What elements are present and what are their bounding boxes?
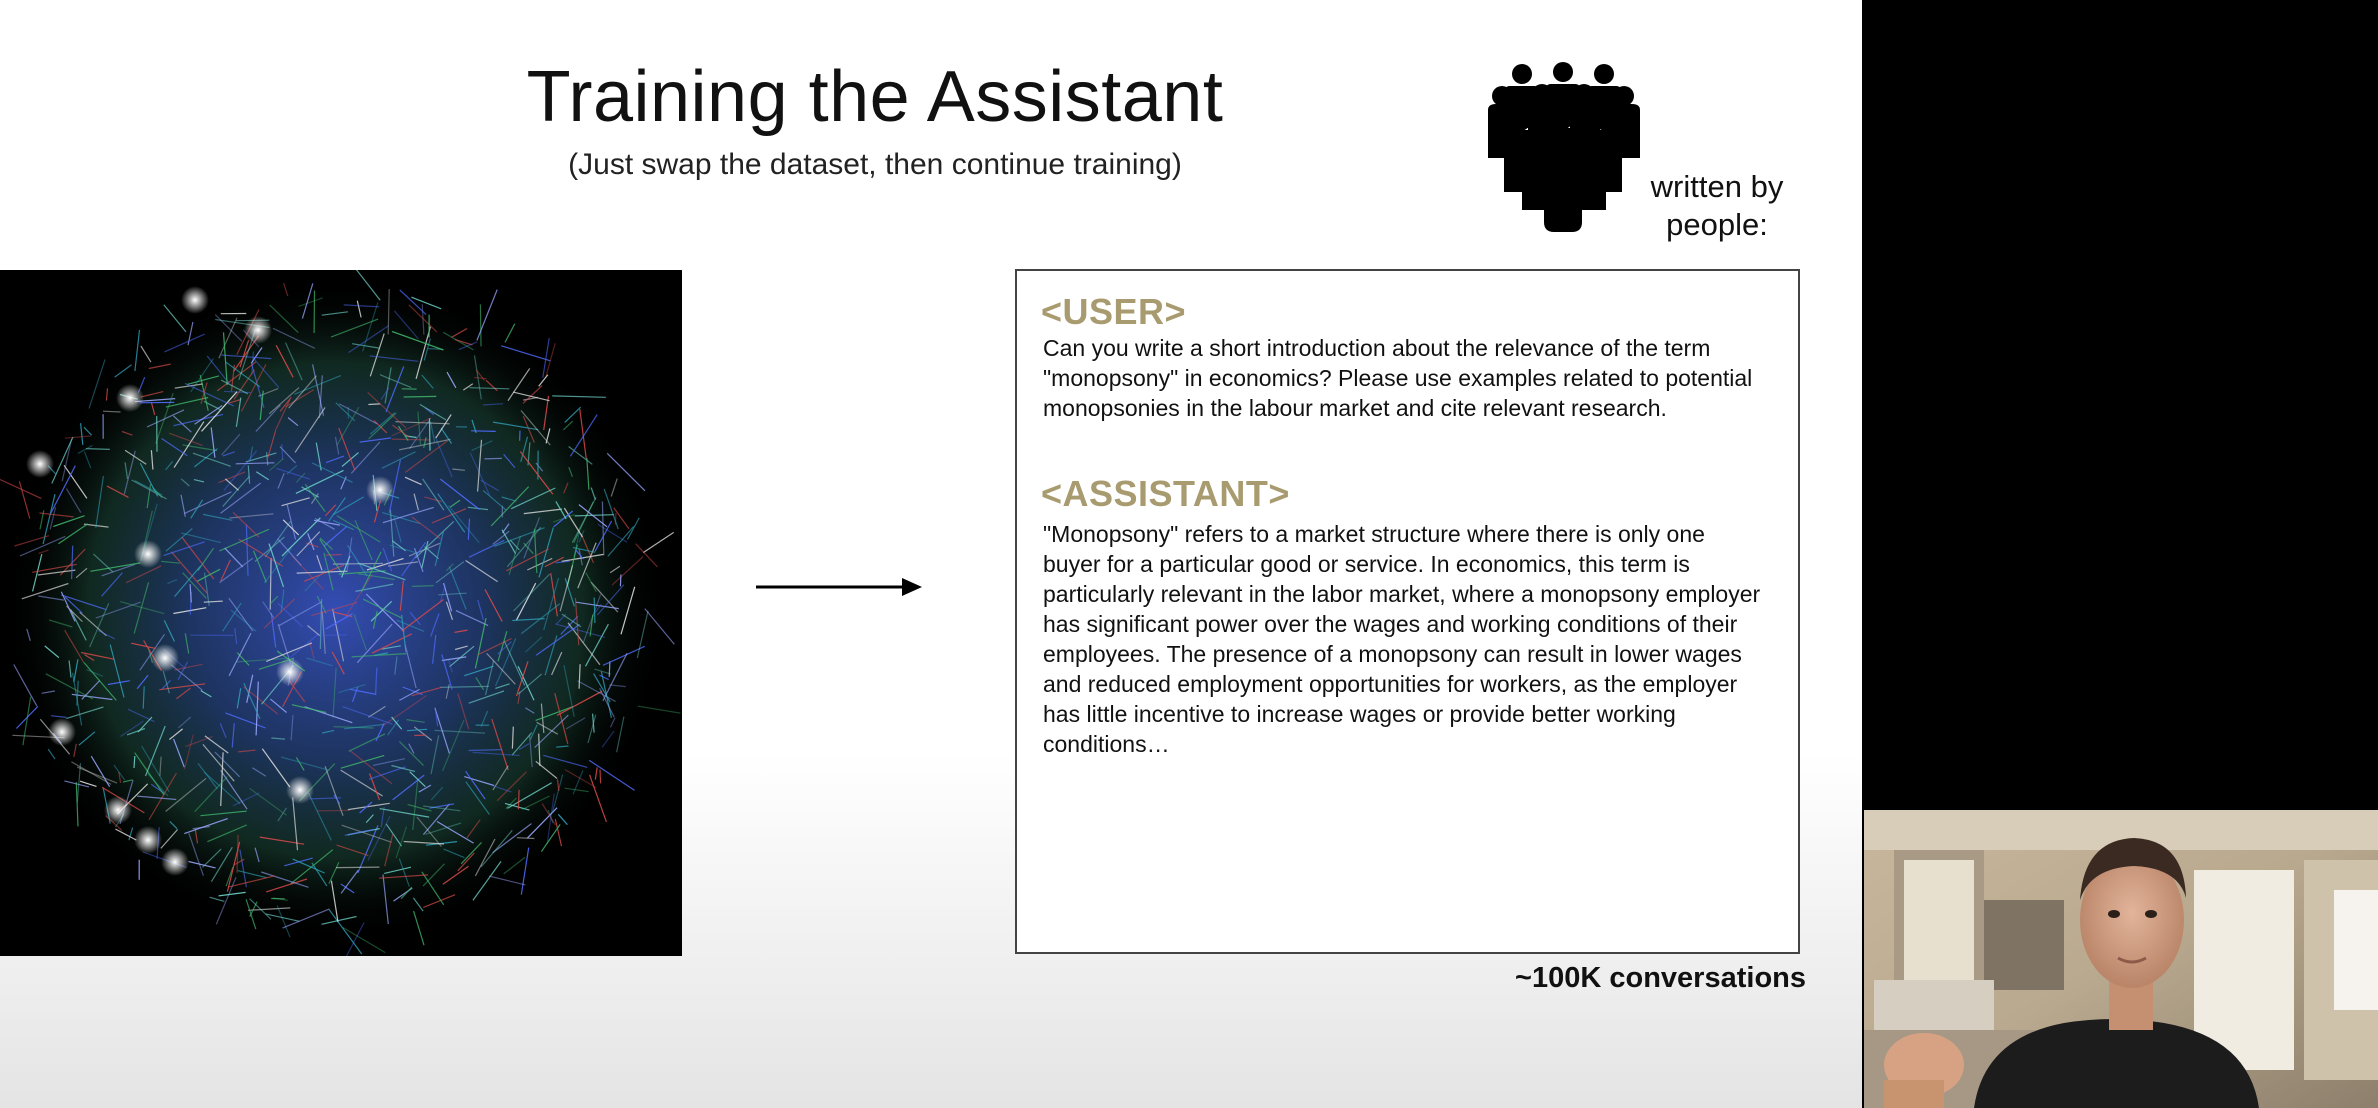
presenter-webcam [1864, 810, 2378, 1108]
assistant-message: "Monopsony" refers to a market structure where there is only one buyer for a particular good or service. In economics, this term is particularly relevant in the labor market, where a monopsony employer has significant power over the wages and working conditions of their employees. The presence of a monopsony can result in lower wages and reduced employment opportunities for workers, as the employer has little incentive to increase wages or provide better working conditions… [1043, 521, 1761, 757]
crowd-icon [1484, 62, 1642, 232]
slide-subtitle: (Just swap the dataset, then continue training) [568, 148, 1182, 181]
user-message: Can you write a short introduction about the relevance of the term "monopsony" in economics? Please use examples related to potential monopsonies in the labour market and cite relevant research. [1043, 335, 1753, 421]
assistant-tag: <ASSISTANT> [1041, 473, 1290, 514]
conversation-box [1015, 269, 1800, 954]
arrow-right-icon [754, 572, 924, 602]
written-by-label: written by people: [1650, 169, 1784, 242]
internet-map-image [0, 270, 682, 956]
slide-title: Training the Assistant [526, 57, 1224, 137]
conversation-count: ~100K conversations [1515, 962, 1806, 994]
user-tag: <USER> [1041, 291, 1187, 332]
